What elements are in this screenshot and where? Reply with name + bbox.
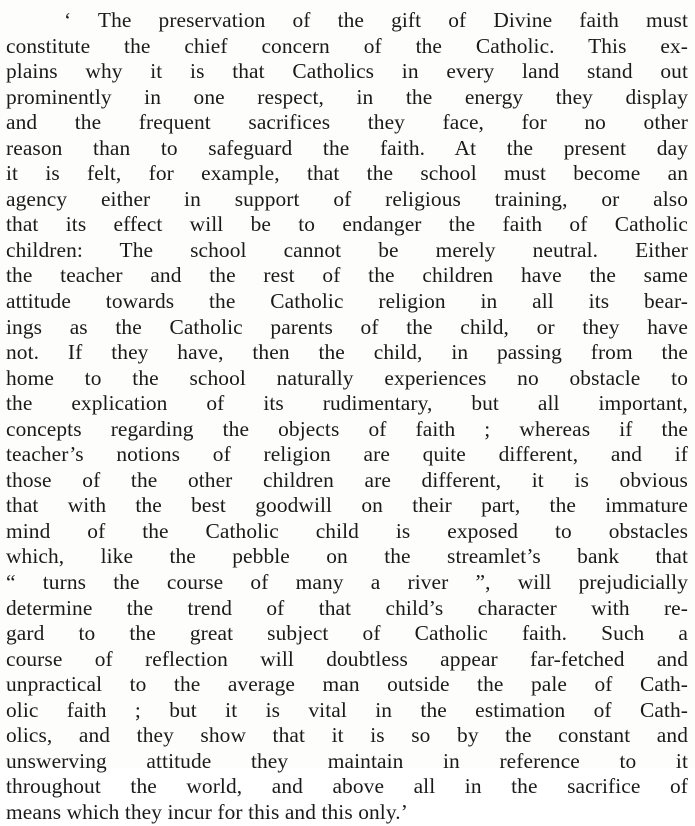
text-line: the teacher and the rest of the children have the same — [6, 263, 688, 288]
text-line: “ turns the course of many a river ”, will prejudicially — [6, 570, 688, 595]
text-line: gard to the great subject of Catholic faith. Such a — [6, 621, 688, 646]
text-line: constitute the chief concern of the Catholic. This ex- — [6, 33, 688, 58]
text-line: reason than to safeguard the faith. At the present day — [6, 135, 688, 160]
text-line: teacher’s notions of religion are quite different, and if — [6, 442, 688, 467]
text-line: course of reflection will doubtless appear far-fetched and — [6, 646, 688, 671]
text-line: it is felt, for example, that the school must become an — [6, 161, 688, 186]
text-line: unswerving attitude they maintain in reference to it — [6, 748, 688, 773]
text-line: ings as the Catholic parents of the child, or they have — [6, 314, 688, 339]
text-line: concepts regarding the objects of faith ; whereas if the — [6, 416, 688, 441]
text-line: that its effect will be to endanger the faith of Catholic — [6, 212, 688, 237]
text-line: olics, and they show that it is so by the constant and — [6, 723, 688, 748]
text-line: and the frequent sacrifices they face, for no other — [6, 110, 688, 135]
text-line: prominently in one respect, in the energy they display — [6, 84, 688, 109]
text-line: olic faith ; but it is vital in the estimation of Cath- — [6, 697, 688, 722]
text-line: that with the best goodwill on their part, the immature — [6, 493, 688, 518]
text-line: children: The school cannot be merely neutral. Either — [6, 237, 688, 262]
text-line: throughout the world, and above all in the sacrifice of — [6, 774, 688, 799]
text-line: not. If they have, then the child, in passing from the — [6, 340, 688, 365]
text-line: those of the other children are different, it is obvious — [6, 467, 688, 492]
text-line: home to the school naturally experiences no obstacle to — [6, 365, 688, 390]
text-line: mind of the Catholic child is exposed to obstacles — [6, 518, 688, 543]
text-line: unpractical to the average man outside the pale of Cath- — [6, 672, 688, 697]
text-line: agency either in support of religious training, or also — [6, 186, 688, 211]
text-line: plains why it is that Catholics in every land stand out — [6, 59, 688, 84]
text-line: means which they incur for this and this only.’ — [6, 799, 408, 824]
text-line: attitude towards the Catholic religion in all its bear- — [6, 289, 688, 314]
text-line: determine the trend of that child’s character with re- — [6, 595, 688, 620]
text-line: ‘ The preservation of the gift of Divine faith must — [64, 8, 688, 32]
text-column — [6, 8, 688, 826]
text-line: which, like the pebble on the streamlet’s bank that — [6, 544, 688, 569]
text-line: the explication of its rudimentary, but all important, — [6, 391, 688, 416]
